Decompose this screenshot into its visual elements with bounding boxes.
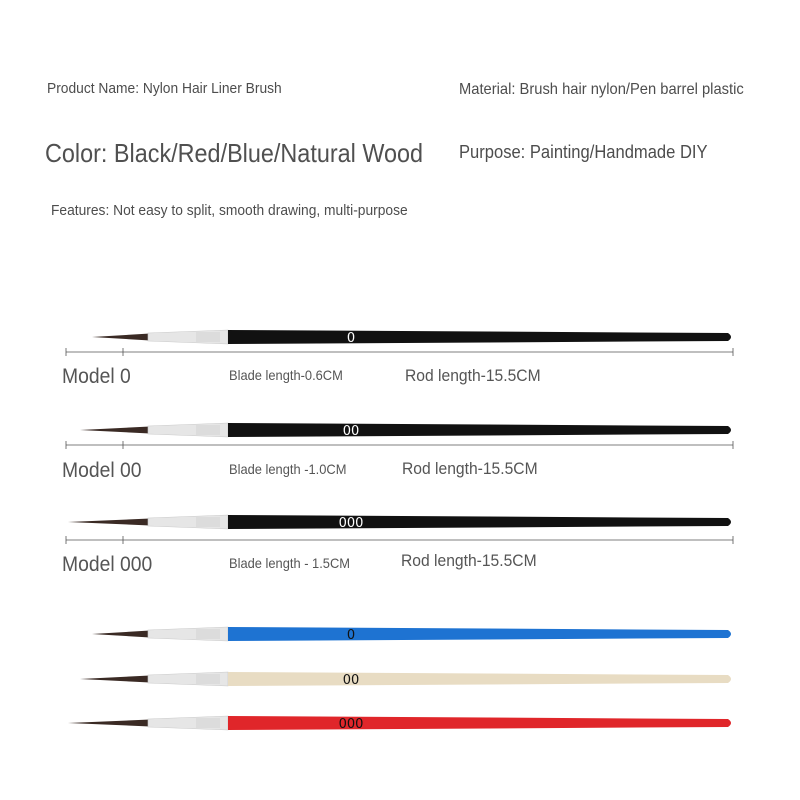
barrel-number: 0 <box>346 628 356 643</box>
brush-model-00 <box>0 411 800 451</box>
model-0-label: Model 0 <box>62 365 131 388</box>
purpose-text: Purpose: Painting/Handmade DIY <box>459 142 708 162</box>
barrel <box>228 423 731 437</box>
barrel-number: 00 <box>342 673 360 688</box>
barrel <box>228 515 731 529</box>
model-000-blade-length: Blade length - 1.5CM <box>229 555 351 571</box>
model-0-blade-length: Blade length-0.6CM <box>229 367 343 383</box>
barrel-number: 0 <box>346 331 356 346</box>
brush-shape <box>92 330 731 346</box>
material-text: Material: Brush hair nylon/Pen barrel plastic <box>459 81 744 98</box>
model-00-blade-length: Blade length -1.0CM <box>229 461 347 477</box>
barrel-number: 000 <box>338 717 364 732</box>
barrel-number: 00 <box>342 424 360 439</box>
barrel <box>228 672 731 686</box>
brush-blue <box>0 615 800 655</box>
barrel <box>228 330 731 344</box>
brush-model-0 <box>0 318 800 358</box>
barrel <box>228 716 731 730</box>
barrel-number: 000 <box>338 516 364 531</box>
color-text: Color: Black/Red/Blue/Natural Wood <box>45 138 424 168</box>
product-name-text: Product Name: Nylon Hair Liner Brush <box>47 80 282 97</box>
barrel <box>228 627 731 641</box>
model-0-rod-length: Rod length-15.5CM <box>405 366 541 385</box>
brush-model-000 <box>0 503 800 543</box>
brush-natural-wood <box>0 660 800 700</box>
model-000-label: Model 000 <box>62 553 153 576</box>
features-text: Features: Not easy to split, smooth drawing, multi-purpose <box>51 202 408 219</box>
model-00-label: Model 00 <box>62 459 142 482</box>
model-00-rod-length: Rod length-15.5CM <box>402 459 538 478</box>
model-000-rod-length: Rod length-15.5CM <box>401 551 537 570</box>
brush-red <box>0 704 800 744</box>
